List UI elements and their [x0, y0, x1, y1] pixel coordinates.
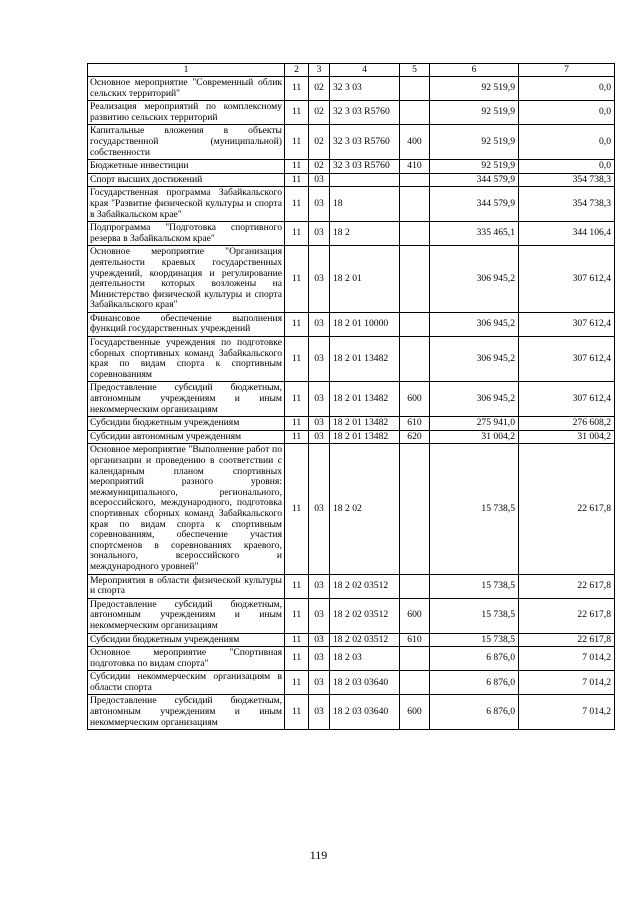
cell-expense-type: [400, 574, 430, 598]
table-row: [88, 444, 615, 574]
cell-amount-year2: 307 612,4: [519, 246, 615, 313]
table-row: [88, 671, 615, 695]
cell-expense-type: [400, 647, 430, 671]
cell-amount-year2: 7 014,2: [519, 695, 615, 730]
cell-target-article: 32 3 03 R5760: [330, 160, 400, 174]
cell-podrazdel: 03: [309, 695, 330, 730]
cell-target-article: 18 2 01 13482: [330, 382, 400, 417]
cell-amount-year1: 92 519,9: [430, 160, 519, 174]
cell-amount-year1: 92 519,9: [430, 101, 519, 125]
cell-amount-year2: 22 617,8: [519, 633, 615, 647]
cell-razdel: 11: [285, 671, 309, 695]
cell-amount-year1: 344 579,9: [430, 173, 519, 187]
cell-podrazdel: 03: [309, 633, 330, 647]
cell-razdel: 11: [285, 417, 309, 431]
cell-expense-type: [400, 337, 430, 382]
cell-amount-year2: 354 738,3: [519, 173, 615, 187]
cell-amount-year1: 306 945,2: [430, 246, 519, 313]
table-row: [88, 187, 615, 222]
cell-amount-year2: 22 617,8: [519, 598, 615, 633]
cell-target-article: 18 2 03: [330, 647, 400, 671]
table-row: [88, 125, 615, 160]
col-header: 2: [285, 64, 309, 77]
row-name: Субсидии бюджетным учреждениям: [88, 417, 285, 431]
cell-target-article: 18 2 02 03512: [330, 598, 400, 633]
cell-amount-year1: 344 579,9: [430, 187, 519, 222]
table-row: [88, 312, 615, 336]
cell-expense-type: 410: [400, 160, 430, 174]
table-row: [88, 417, 615, 431]
table-row: [88, 222, 615, 246]
cell-podrazdel: 02: [309, 125, 330, 160]
row-name: Бюджетные инвестиции: [88, 160, 285, 174]
cell-amount-year1: 275 941,0: [430, 417, 519, 431]
table-row: [88, 337, 615, 382]
table-row: [88, 574, 615, 598]
cell-podrazdel: 03: [309, 574, 330, 598]
cell-expense-type: [400, 246, 430, 313]
row-name: Предоставление субсидий бюджетным, автономным учреждениям и иным некоммерческим организациям: [88, 695, 285, 730]
cell-razdel: 11: [285, 633, 309, 647]
cell-target-article: 18 2 03 03640: [330, 695, 400, 730]
row-name: Субсидии бюджетным учреждениям: [88, 633, 285, 647]
cell-expense-type: 600: [400, 382, 430, 417]
cell-amount-year1: 6 876,0: [430, 671, 519, 695]
cell-target-article: 18 2 01 13482: [330, 337, 400, 382]
table-row: [88, 173, 615, 187]
cell-razdel: 11: [285, 647, 309, 671]
table-row: [88, 598, 615, 633]
cell-razdel: 11: [285, 574, 309, 598]
col-header: 4: [330, 64, 400, 77]
table-row: [88, 160, 615, 174]
cell-expense-type: 610: [400, 417, 430, 431]
col-header: 7: [519, 64, 615, 77]
cell-amount-year1: 92 519,9: [430, 77, 519, 101]
row-name: Государственная программа Забайкальского края "Развитие физической культуры и спорта в Забайкальском крае": [88, 187, 285, 222]
cell-razdel: 11: [285, 312, 309, 336]
col-header: 1: [88, 64, 285, 77]
cell-razdel: 11: [285, 337, 309, 382]
cell-amount-year2: 344 106,4: [519, 222, 615, 246]
cell-amount-year1: 306 945,2: [430, 312, 519, 336]
cell-amount-year1: 31 004,2: [430, 430, 519, 444]
cell-target-article: 18 2 02 03512: [330, 633, 400, 647]
header-row: [88, 64, 615, 77]
row-name: Основное мероприятие "Организация деятельности краевых государственных учреждений, координация и регулирование деятельности которых возложены на Министерство физической культуры и спорта Забайкальского края": [88, 246, 285, 313]
cell-amount-year1: 306 945,2: [430, 382, 519, 417]
cell-razdel: 11: [285, 77, 309, 101]
cell-amount-year2: 276 608,2: [519, 417, 615, 431]
cell-amount-year1: 306 945,2: [430, 337, 519, 382]
table-row: [88, 246, 615, 313]
cell-amount-year1: 15 738,5: [430, 598, 519, 633]
cell-razdel: 11: [285, 160, 309, 174]
row-name: Реализация мероприятий по комплексному развитию сельских территорий: [88, 101, 285, 125]
cell-amount-year2: 7 014,2: [519, 647, 615, 671]
budget-table: [87, 63, 615, 730]
row-name: Подпрограмма "Подготовка спортивного резерва в Забайкальском крае": [88, 222, 285, 246]
cell-target-article: 32 3 03 R5760: [330, 101, 400, 125]
cell-amount-year2: 7 014,2: [519, 671, 615, 695]
cell-amount-year2: 0,0: [519, 160, 615, 174]
cell-amount-year1: 15 738,5: [430, 444, 519, 574]
cell-amount-year2: 307 612,4: [519, 382, 615, 417]
cell-target-article: 18 2 02 03512: [330, 574, 400, 598]
cell-podrazdel: 03: [309, 173, 330, 187]
cell-amount-year1: 92 519,9: [430, 125, 519, 160]
cell-amount-year1: 6 876,0: [430, 695, 519, 730]
cell-podrazdel: 03: [309, 598, 330, 633]
col-header: 6: [430, 64, 519, 77]
cell-podrazdel: 03: [309, 444, 330, 574]
cell-target-article: [330, 173, 400, 187]
cell-amount-year1: 335 465,1: [430, 222, 519, 246]
cell-podrazdel: 03: [309, 312, 330, 336]
row-name: Предоставление субсидий бюджетным, автономным учреждениям и иным некоммерческим организациям: [88, 598, 285, 633]
cell-amount-year2: 22 617,8: [519, 574, 615, 598]
cell-expense-type: [400, 671, 430, 695]
cell-expense-type: 600: [400, 598, 430, 633]
cell-target-article: 18: [330, 187, 400, 222]
cell-amount-year2: 0,0: [519, 77, 615, 101]
col-header: 3: [309, 64, 330, 77]
cell-target-article: 32 3 03 R5760: [330, 125, 400, 160]
row-name: Основное мероприятие "Спортивная подготовка по видам спорта": [88, 647, 285, 671]
page-number: 119: [309, 848, 328, 862]
cell-expense-type: 620: [400, 430, 430, 444]
cell-amount-year2: 307 612,4: [519, 312, 615, 336]
cell-podrazdel: 02: [309, 77, 330, 101]
cell-amount-year2: 22 617,8: [519, 444, 615, 574]
row-name: Капитальные вложения в объекты государственной (муниципальной) собственности: [88, 125, 285, 160]
cell-podrazdel: 03: [309, 337, 330, 382]
cell-expense-type: [400, 222, 430, 246]
cell-razdel: 11: [285, 173, 309, 187]
row-name: Основное мероприятие "Современный облик сельских территорий": [88, 77, 285, 101]
cell-razdel: 11: [285, 101, 309, 125]
cell-amount-year2: 307 612,4: [519, 337, 615, 382]
cell-amount-year1: 15 738,5: [430, 574, 519, 598]
cell-expense-type: [400, 101, 430, 125]
cell-razdel: 11: [285, 222, 309, 246]
cell-amount-year2: 0,0: [519, 125, 615, 160]
cell-razdel: 11: [285, 382, 309, 417]
row-name: Финансовое обеспечение выполнения функций государственных учреждений: [88, 312, 285, 336]
cell-podrazdel: 03: [309, 382, 330, 417]
cell-podrazdel: 02: [309, 160, 330, 174]
cell-razdel: 11: [285, 444, 309, 574]
table-row: [88, 382, 615, 417]
cell-target-article: 18 2 01 13482: [330, 430, 400, 444]
row-name: Основное мероприятие "Выполнение работ по организации и проведению в соответствии с календарным планом спортивных мероприятий разного уровня: межмуниципального, регионального, всероссийского, международного, подготовка спортивных сборных команд Забайкальского края по видам спорта к спортивным соревнованиям, обеспечение участия спортсменов в соревнованиях краевого, зонального, всероссийского и международного уровней": [88, 444, 285, 574]
table-row: [88, 695, 615, 730]
row-name: Мероприятия в области физической культуры и спорта: [88, 574, 285, 598]
cell-razdel: 11: [285, 246, 309, 313]
cell-podrazdel: 03: [309, 222, 330, 246]
cell-razdel: 11: [285, 598, 309, 633]
row-name: Спорт высших достижений: [88, 173, 285, 187]
table-row: [88, 633, 615, 647]
cell-podrazdel: 03: [309, 417, 330, 431]
table-row: [88, 647, 615, 671]
cell-expense-type: 610: [400, 633, 430, 647]
cell-expense-type: [400, 173, 430, 187]
cell-target-article: 18 2 01 13482: [330, 417, 400, 431]
cell-razdel: 11: [285, 430, 309, 444]
cell-target-article: 18 2: [330, 222, 400, 246]
cell-podrazdel: 03: [309, 671, 330, 695]
row-name: Субсидии автономным учреждениям: [88, 430, 285, 444]
cell-expense-type: [400, 444, 430, 574]
cell-target-article: 32 3 03: [330, 77, 400, 101]
cell-razdel: 11: [285, 125, 309, 160]
cell-razdel: 11: [285, 695, 309, 730]
cell-amount-year2: 31 004,2: [519, 430, 615, 444]
row-name: Государственные учреждения по подготовке сборных спортивных команд Забайкальского края по видам спорта к спортивным соревнованиям: [88, 337, 285, 382]
cell-target-article: 18 2 03 03640: [330, 671, 400, 695]
cell-razdel: 11: [285, 187, 309, 222]
col-header: 5: [400, 64, 430, 77]
cell-target-article: 18 2 01 10000: [330, 312, 400, 336]
cell-podrazdel: 03: [309, 647, 330, 671]
table-row: [88, 101, 615, 125]
cell-podrazdel: 03: [309, 430, 330, 444]
cell-podrazdel: 03: [309, 187, 330, 222]
cell-amount-year2: 0,0: [519, 101, 615, 125]
cell-podrazdel: 03: [309, 246, 330, 313]
cell-expense-type: [400, 312, 430, 336]
cell-expense-type: [400, 77, 430, 101]
cell-expense-type: [400, 187, 430, 222]
cell-amount-year2: 354 738,3: [519, 187, 615, 222]
cell-expense-type: 600: [400, 695, 430, 730]
cell-podrazdel: 02: [309, 101, 330, 125]
row-name: Субсидии некоммерческим организациям в области спорта: [88, 671, 285, 695]
cell-target-article: 18 2 01: [330, 246, 400, 313]
table-row: [88, 430, 615, 444]
row-name: Предоставление субсидий бюджетным, автономным учреждениям и иным некоммерческим организациям: [88, 382, 285, 417]
cell-amount-year1: 15 738,5: [430, 633, 519, 647]
cell-target-article: 18 2 02: [330, 444, 400, 574]
cell-expense-type: 400: [400, 125, 430, 160]
table-row: [88, 77, 615, 101]
cell-amount-year1: 6 876,0: [430, 647, 519, 671]
